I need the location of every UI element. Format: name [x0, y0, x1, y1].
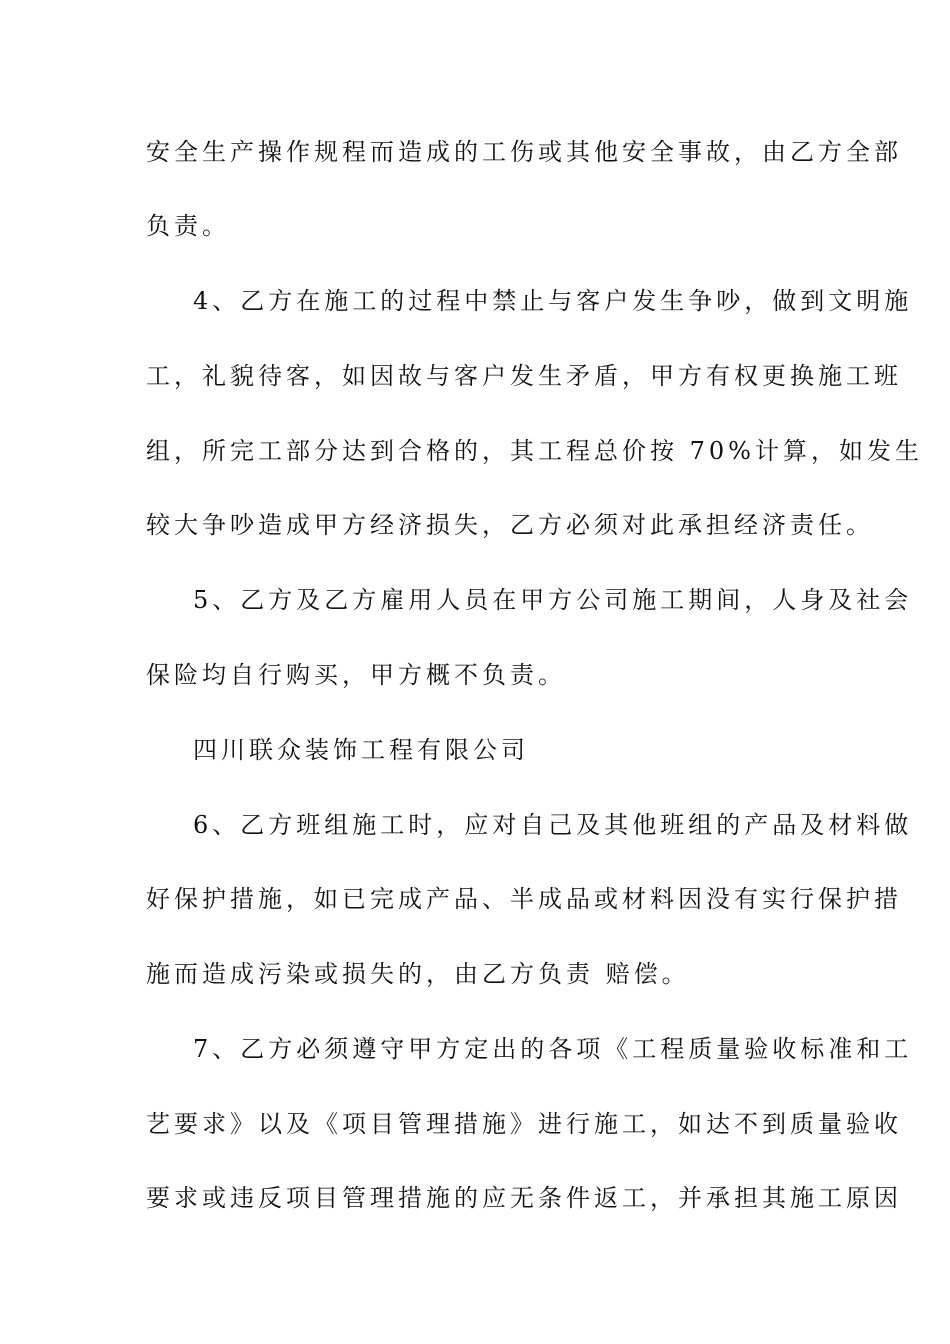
text-line: 安全生产操作规程而造成的工伤或其他安全事故，由乙方全部: [146, 138, 902, 166]
text-line: 较大争吵造成甲方经济损失，乙方必须对此承担经济责任。: [146, 511, 874, 539]
paragraph-6-line-1: 6、乙方班组施工时，应对自己及其他班组的产品及材料做: [193, 811, 913, 839]
text-line: 负责。: [146, 212, 230, 240]
text-line: 要求或违反项目管理措施的应无条件返工，并承担其施工原因: [146, 1184, 902, 1212]
text-line: 保险均自行购买，甲方概不负责。: [146, 661, 566, 689]
company-name: 四川联众装饰工程有限公司: [193, 736, 529, 764]
text-line: 艺要求》以及《项目管理措施》进行施工，如达不到质量验收: [146, 1110, 902, 1138]
text-line: 组，所完工部分达到合格的，其工程总价按 70%计算，如发生: [146, 437, 923, 465]
paragraph-5-line-1: 5、乙方及乙方雇用人员在甲方公司施工期间，人身及社会: [193, 586, 913, 614]
text-line: 好保护措施，如已完成产品、半成品或材料因没有实行保护措: [146, 885, 902, 913]
text-line: 工，礼貌待客，如因故与客户发生矛盾，甲方有权更换施工班: [146, 362, 902, 390]
text-line: 施而造成污染或损失的，由乙方负责 赔偿。: [146, 960, 690, 988]
paragraph-7-line-1: 7、乙方必须遵守甲方定出的各项《工程质量验收标准和工: [193, 1035, 913, 1063]
paragraph-4-line-1: 4、乙方在施工的过程中禁止与客户发生争吵，做到文明施: [193, 287, 913, 315]
